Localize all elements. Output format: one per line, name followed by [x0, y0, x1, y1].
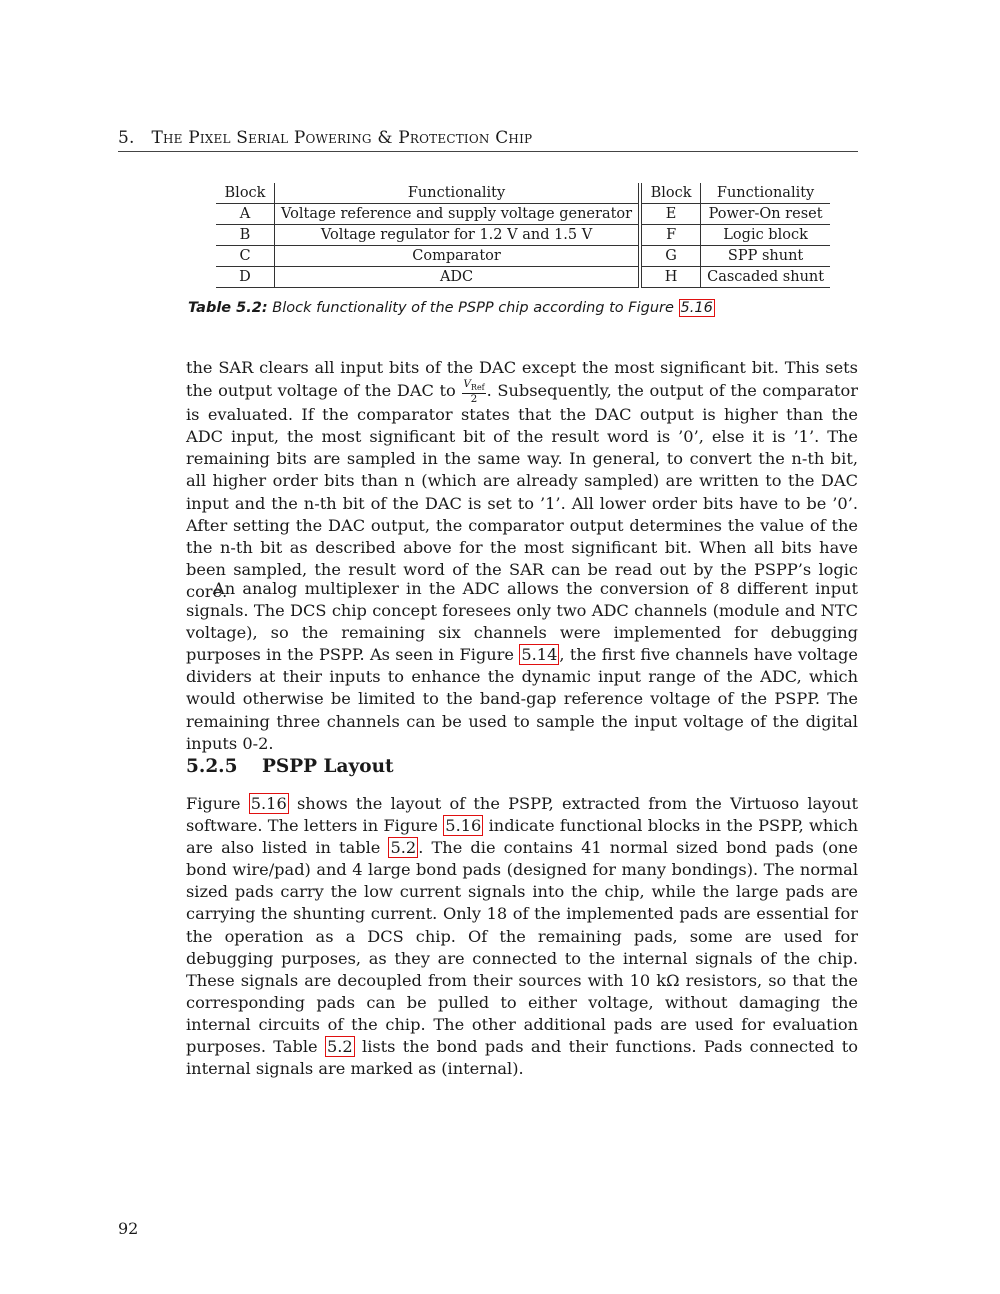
vref-fraction: [462, 379, 485, 404]
table-header-cell: Functionality: [701, 183, 830, 204]
table-link[interactable]: 5.2: [390, 838, 417, 858]
table-header-cell: Functionality: [275, 183, 641, 204]
paragraph-text: Figure: [186, 794, 241, 813]
table-header-row: [216, 183, 830, 204]
chapter-title: The Pixel Serial Powering & Protection Chip: [151, 128, 533, 148]
paragraph-text: lists the bond pads and their functions. Pads connected to internal signals are marked as (internal).: [186, 1037, 858, 1079]
table-row: [216, 204, 830, 225]
figure-link[interactable]: 5.14: [521, 645, 558, 665]
table-cell: H: [640, 267, 701, 288]
table-cell: Power-On reset: [701, 204, 830, 225]
fraction-numerator: V: [463, 378, 471, 391]
table-cell: C: [216, 246, 275, 267]
paragraph-text: , the first five channels have voltage dividers at their inputs to enhance the dynamic input range of the ADC, which would otherwise be limited to the band-gap reference voltage of the PSPP. The remaining three channels can be used to sample the input voltage of the digital inputs 0-2.: [186, 645, 859, 753]
table-cell: Logic block: [701, 225, 830, 246]
section-heading: [186, 756, 394, 777]
table-cell: Voltage regulator for 1.2 V and 1.5 V: [275, 225, 641, 246]
table-cell: ADC: [275, 267, 641, 288]
paragraph-sar: [186, 357, 858, 603]
caption-label: Table 5.2:: [188, 300, 268, 316]
paragraph-multiplexer: [186, 578, 858, 755]
table-cell: SPP shunt: [701, 246, 830, 267]
page-number: 92: [118, 1219, 139, 1238]
table-caption: [188, 300, 888, 316]
table-cell: A: [216, 204, 275, 225]
section-number: 5.2.5: [186, 756, 238, 777]
table-cell: Comparator: [275, 246, 641, 267]
paragraph-text: shows the layout of the PSPP, extracted from the Virtuoso layout software. The letters in Figure: [186, 794, 858, 836]
figure-link[interactable]: 5.16: [680, 300, 713, 316]
table-header-cell: Block: [640, 183, 701, 204]
section-title: PSPP Layout: [261, 756, 394, 777]
table-header-cell: Block: [216, 183, 275, 204]
table-cell: G: [640, 246, 701, 267]
chapter-number: 5.: [118, 128, 135, 148]
figure-link[interactable]: 5.16: [445, 816, 482, 836]
table-cell: Voltage reference and supply voltage generator: [275, 204, 641, 225]
fraction-denominator: 2: [470, 393, 478, 406]
table-row: [216, 246, 830, 267]
block-functionality-table: [216, 183, 830, 288]
fraction-subscript: Ref: [470, 383, 485, 393]
paragraph-text: An analog multiplexer in the ADC allows the conversion of 8 different input signals. The DCS chip concept foresees only two ADC channels (module and NTC voltage), so the remaining six channels were implemented for debugging purposes in the PSPP. As seen in Figure: [186, 579, 858, 665]
figure-link[interactable]: 5.16: [250, 794, 287, 813]
paragraph-text: indicate functional blocks in the PSPP, which are also listed in table: [186, 816, 858, 858]
paragraph-text: . The die contains 41 normal sized bond pads (one bond wire/pad) and 4 large bond pads (designed for many bondings). The normal sized pads carry the low current signals into the chip, while the large pads are carrying the shunting current. Only 18 of the implemented pads are essential for the operation as a DCS chip. Of the remaining pads, some are used for debugging purposes, as they are connected to the internal signals of the chip. These signals are decoupled from their sources with 10 kΩ resistors, so that the corresponding pads can be pulled to either voltage, without damaging the internal circuits of the chip. The other additional pads are used for evaluation purposes. Table: [186, 838, 858, 1057]
table-cell: D: [216, 267, 275, 288]
paragraph-text: the SAR clears all input bits of the DAC except the most significant bit. This sets the output voltage of the DAC to: [186, 358, 858, 401]
running-head: [118, 128, 858, 152]
paragraph-layout: [186, 793, 858, 1080]
table-row: [216, 225, 830, 246]
caption-text: Block functionality of the PSPP chip according to Figure: [272, 300, 674, 316]
table-cell: Cascaded shunt: [701, 267, 830, 288]
table-cell: F: [640, 225, 701, 246]
table-link[interactable]: 5.2: [326, 1037, 353, 1057]
table-cell: E: [640, 204, 701, 225]
table-row: [216, 267, 830, 288]
table-cell: B: [216, 225, 275, 246]
paragraph-text: . Subsequently, the output of the comparator is evaluated. If the comparator states that the DAC output is higher than the ADC input, the most significant bit of the result word is ’0’, else it is ’1’. The remaining bits are sampled in the same way. In general, to convert the n-th bit, all higher order bits than n (which are already sampled) are written to the DAC input and the n-th bit of the DAC is set to ’1’. All lower order bits have to be ’0’. After setting the DAC output, the comparator output determines the value of the the n-th bit as described above for the most significant bit. When all bits have been sampled, the result word of the SAR can be read out by the PSPP’s logic core.: [186, 381, 858, 601]
